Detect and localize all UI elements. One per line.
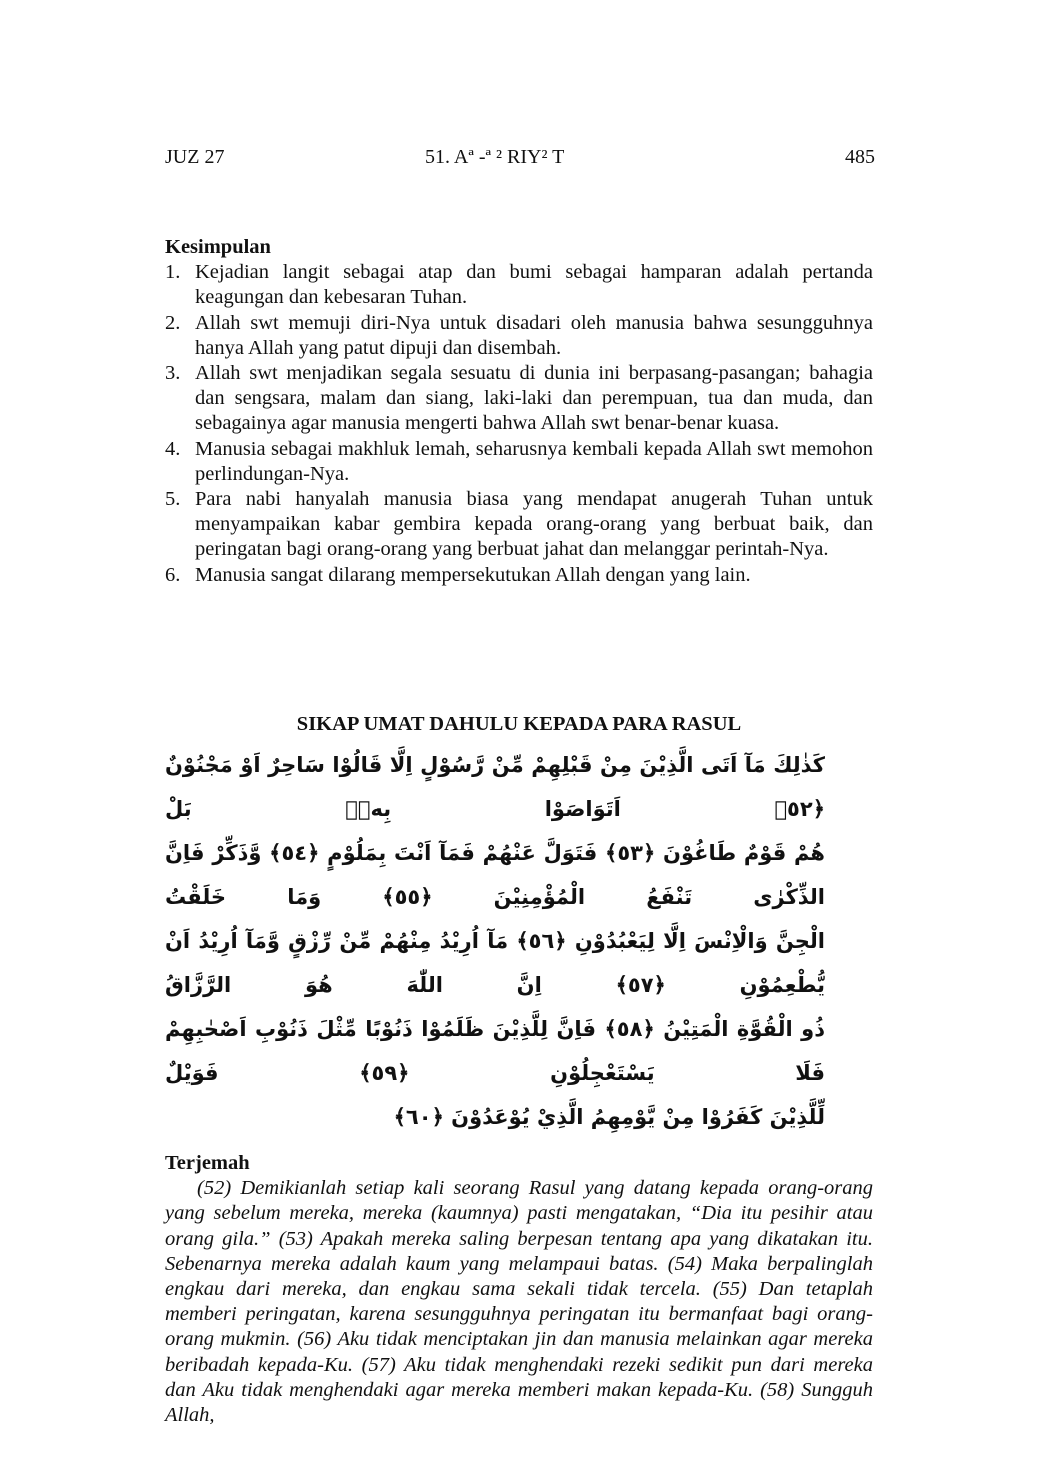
arabic-line: الْجِنَّ وَالْاِنْسَ اِلَّا لِيَعْبُدُوْنِ ﴿٥٦﴾ مَآ اُرِيْدُ مِنْهُمْ مِّنْ رِّزْقٍ وَّمَآ اُرِيْدُ اَنْ يُّطْعِمُوْنِ ﴿٥٧﴾ اِنَّ اللّٰهَ هُوَ الرَّزَّاقُ	[165, 929, 826, 997]
item-number: 2.	[165, 311, 181, 334]
page-number: 485	[845, 146, 875, 168]
surah-label: 51. Aª -ª ² RIY² T	[425, 146, 565, 168]
arabic-verses	[165, 743, 825, 1139]
item-text: Kejadian langit sebagai atap dan bumi sebagai hamparan adalah pertanda keagungan dan kebesaran Tuhan.	[195, 261, 873, 309]
list-item	[165, 563, 873, 588]
list-item	[165, 437, 873, 487]
arabic-line: ذُو الْقُوَّةِ الْمَتِيْنُ ﴿٥٨﴾ فَاِنَّ لِلَّذِيْنَ ظَلَمُوْا ذَنُوْبًا مِّثْلَ ذَنُوْبِ اَصْحٰبِهِمْ فَلَا يَسْتَعْجِلُوْنِ ﴿٥٩﴾ فَوَيْلٌ	[165, 1017, 825, 1085]
item-number: 3.	[165, 362, 181, 385]
list-item	[165, 311, 873, 361]
list-item	[165, 260, 873, 310]
terjemah-heading: Terjemah	[165, 1152, 250, 1174]
main-flow	[165, 712, 873, 1428]
item-text: Manusia sangat dilarang mempersekutukan Allah dengan yang lain.	[195, 563, 751, 586]
item-text: Allah swt menjadikan segala sesuatu di dunia ini berpasang-pasangan; bahagia dan sengsara, malam dan siang, laki-laki dan perempuan, tua dan muda, dan sebagainya agar manusia mengerti bahwa Allah swt benar-benar kuasa.	[195, 362, 873, 435]
translation-text: (52) Demikianlah setiap kali seorang Rasul yang datang kepada orang-orang yang sebelum mereka, mereka (kaumnya) pasti mengatakan, “Dia itu pesihir atau orang gila.” (53) Apakah mereka saling berpesan tentang apa yang dikatakan itu. Sebenarnya mereka adalah kaum yang melampaui batas. (54) Maka berpalinglah engkau dari mereka, dan engkau sama sekali tidak tercela. (55) Dan tetaplah memberi peringatan, karena sesungguhnya peringatan itu bermanfaat bagi orang-orang mukmin. (56) Aku tidak menciptakan jin dan manusia melainkan agar mereka beribadah kepada-Ku. (57) Aku tidak menghendaki rezeki sedikit pun dari mereka dan Aku tidak menghendaki agar mereka memberi makan kepada-Ku. (58) Sungguh Allah,	[165, 1177, 873, 1427]
item-number: 5.	[165, 488, 181, 511]
arabic-line: كَذٰلِكَ مَآ اَتَى الَّذِيْنَ مِنْ قَبْلِهِمْ مِّنْ رَّسُوْلٍ اِلَّا قَالُوْا سَاحِرٌ اَوْ مَجْنُوْنٌ ﴿٥٢﴾ اَتَوَاصَوْا بِهٖۚ بَلْ	[165, 753, 825, 821]
kesimpulan-heading: Kesimpulan	[165, 236, 271, 258]
list-item	[165, 361, 873, 437]
arabic-line: هُمْ قَوْمٌ طَاغُوْنَ ﴿٥٣﴾ فَتَوَلَّ عَنْهُمْ فَمَآ اَنْتَ بِمَلُوْمٍ ﴿٥٤﴾ وَّذَكِّرْ فَاِنَّ الذِّكْرٰى تَنْفَعُ الْمُؤْمِنِيْنَ ﴿٥٥﴾ وَمَا خَلَقْتُ	[165, 841, 826, 909]
item-text: Allah swt memuji diri-Nya untuk disadari oleh manusia bahwa sesungguhnya hanya Allah yang patut dipuji dan disembah.	[195, 311, 873, 359]
section-title: SIKAP UMAT DAHULU KEPADA PARA RASUL	[296, 713, 742, 735]
arabic-line: لِّلَّذِيْنَ كَفَرُوْا مِنْ يَّوْمِهِمُ الَّذِيْ يُوْعَدُوْنَ ﴿٦٠﴾	[393, 1105, 825, 1129]
item-text: Para nabi hanyalah manusia biasa yang mendapat anugerah Tuhan untuk menyampaikan kabar gembira kepada orang-orang yang berbuat baik, dan peringatan bagi orang-orang yang berbuat jahat dan melanggar perintah-Nya.	[195, 488, 873, 561]
item-number: 1.	[165, 261, 181, 284]
kesimpulan-section	[165, 235, 873, 588]
kesimpulan-list	[165, 260, 873, 588]
item-text: Manusia sebagai makhluk lemah, seharusnya kembali kepada Allah swt memohon perlindungan-Nya.	[195, 437, 873, 485]
item-number: 4.	[165, 437, 181, 460]
juz-label: JUZ 27	[165, 146, 225, 168]
terjemah-section	[165, 1151, 873, 1428]
page-header	[165, 146, 875, 172]
item-number: 6.	[165, 563, 181, 586]
list-item	[165, 487, 873, 563]
